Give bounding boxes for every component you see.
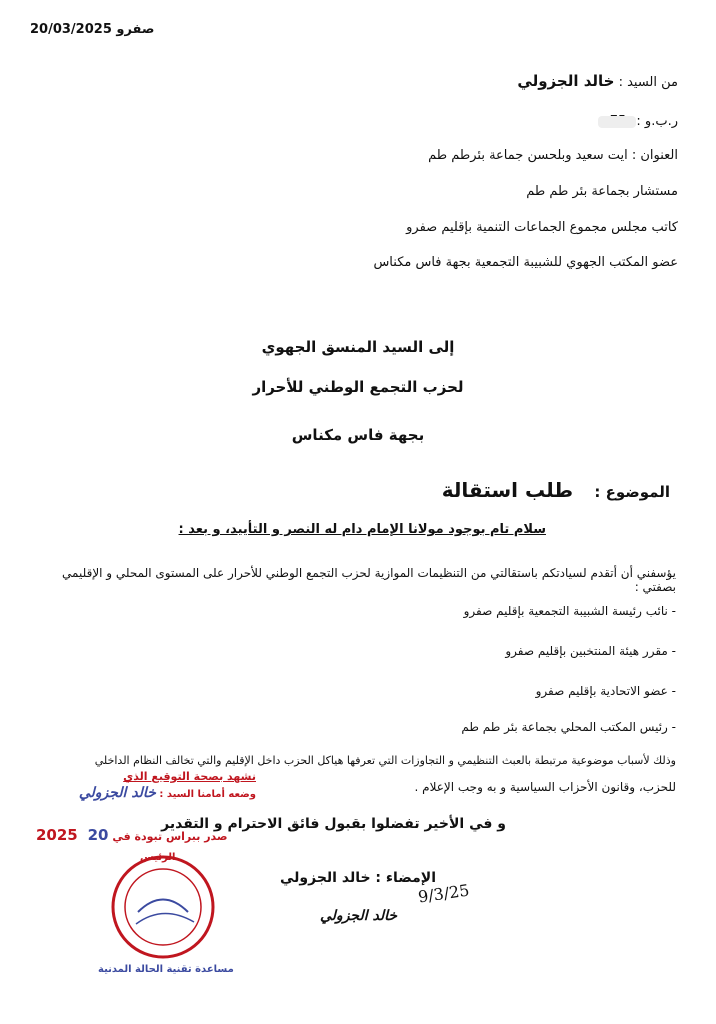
recipient-line-3: بجهة فاس مكناس <box>291 426 425 444</box>
legalization-label: وضعه أمامنا السيد : <box>159 789 256 800</box>
body-intro: يؤسفني أن أتقدم لسيادتكم باستقالتي من التنظيمات الموازية لحزب التجمع الوطني للأحرار على المستوى المحلي و الإقليمي بصفتي : <box>62 566 676 594</box>
subject-line <box>442 478 670 502</box>
legalization-date-label: صدر ببراس تبودة في <box>112 830 228 843</box>
handwritten-date: 9/3/25 <box>416 880 471 907</box>
body-reason-2: للحزب، وقانون الأحزاب السياسية و به وجب الإعلام . <box>414 780 676 794</box>
document-date <box>30 22 154 37</box>
signature-label: الإمضاء : خالد الجزولي <box>280 870 436 886</box>
id-label: ر.ب.و : <box>636 114 678 129</box>
legalization-line-2 <box>36 785 256 801</box>
body-reason-1: وذلك لأسباب موضوعية مرتبطة بالعبث التنظيمي و التجاوزات التي تعرفها هياكل الحزب داخل الإقليم والتي تخالف النظام الداخلي <box>94 754 676 767</box>
legalization-date <box>36 826 266 844</box>
legalization-line-1: نشهد بصحة التوقيع الذي <box>123 770 256 783</box>
list-item: - عضو الاتحادية بإقليم صفرو <box>535 684 676 698</box>
stamp-title: الرئيس <box>140 852 176 863</box>
role-line-1: مستشار بجماعة بئر طم طم <box>526 184 678 199</box>
legalization-day: 20 <box>87 826 109 844</box>
recipient-line-2: لحزب التجمع الوطني للأحرار <box>252 378 464 396</box>
greeting: سلام تام بوجود مولانا الإمام دام له النصر و التأييد، و بعد : <box>178 522 546 537</box>
list-item: - رئيس المكتب المحلي بجماعة بئر طم طم <box>461 720 676 734</box>
closing-line: و في الأخير تفضلوا بقبول فائق الاحترام و التقدير <box>161 816 506 832</box>
date-value: 20/03/2025 <box>30 22 112 37</box>
role-line-3: عضو المكتب الجهوي للشبيبة التجمعية بجهة فاس مكناس <box>373 255 678 270</box>
recipient-line-1: إلى السيد المنسق الجهوي <box>261 338 455 356</box>
city-name: صفرو <box>116 22 155 37</box>
legalization-handwritten-name: خالد الجزولي <box>78 785 156 801</box>
official-seal-icon <box>108 852 218 962</box>
redacted-id-mark <box>598 116 636 128</box>
subject-value: طلب استقالة <box>441 478 574 502</box>
address-line: العنوان : ايت سعيد وبلحسن جماعة بئرطم طم <box>428 148 678 163</box>
handwritten-signature: خالد الجزولي <box>320 908 398 924</box>
role-line-2: كاتب مجلس مجموع الجماعات التنمية بإقليم صفرو <box>406 220 678 235</box>
list-item: - مقرر هيئة المنتخبين بإقليم صفرو <box>505 644 676 658</box>
legalization-year: 2025 <box>36 826 78 844</box>
legalization-stamp <box>36 770 256 801</box>
list-item: - نائب رئيسة الشبيبة التجمعية بإقليم صفرو <box>463 604 676 618</box>
subject-label: الموضوع : <box>594 483 670 501</box>
sender-line <box>517 72 678 90</box>
from-label: من السيد : <box>618 75 678 90</box>
stamp-caption: مساعدة تقنية الحالة المدنية <box>98 964 234 975</box>
sender-name: خالد الجزولي <box>517 72 615 90</box>
